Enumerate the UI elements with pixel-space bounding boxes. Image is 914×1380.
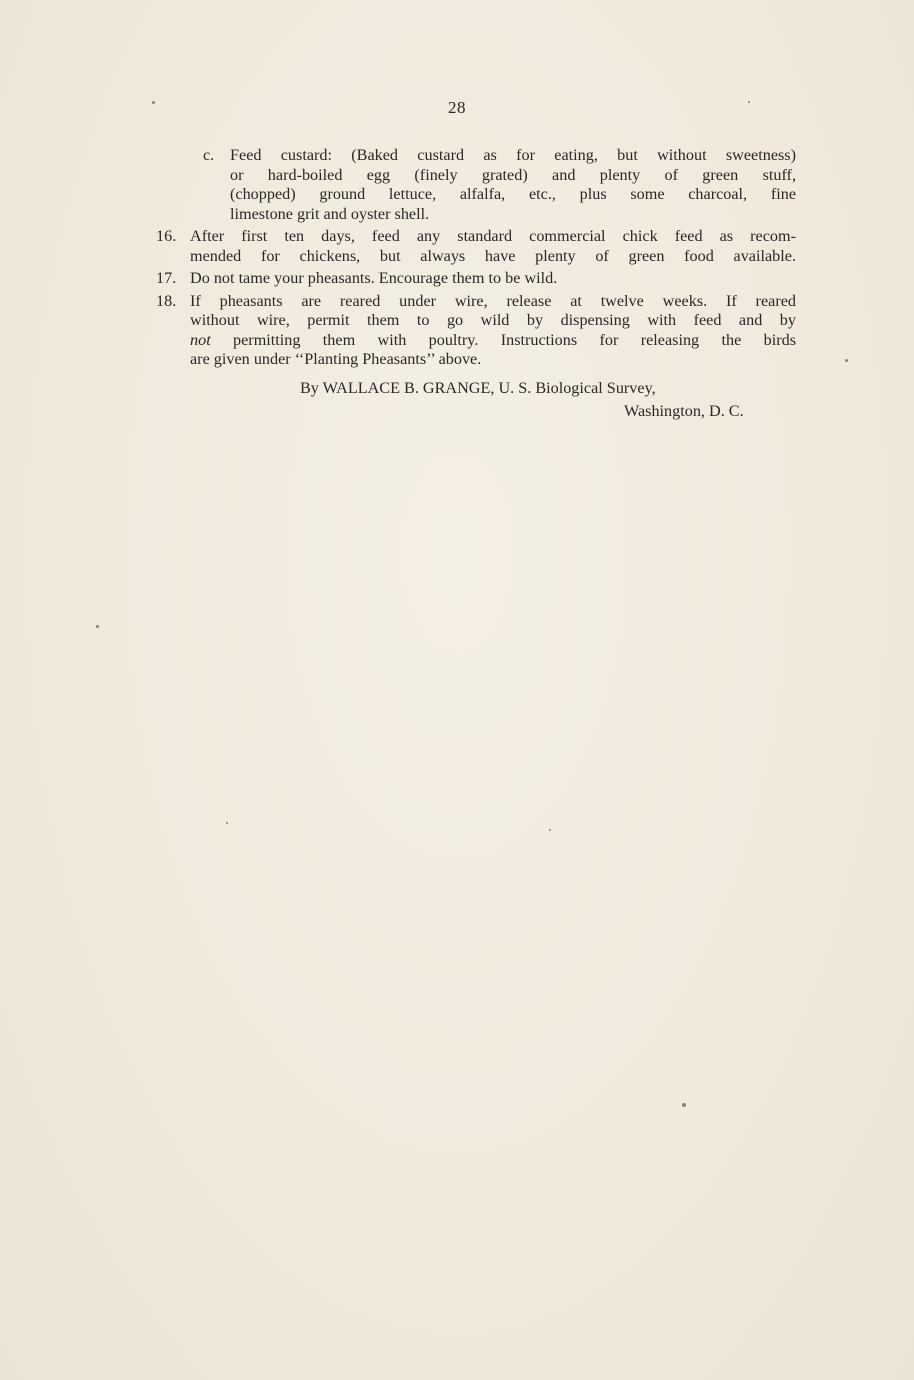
text-line	[190, 331, 796, 351]
list-item-17	[152, 269, 796, 289]
paper-speck	[845, 359, 848, 362]
paper-speck	[682, 1103, 686, 1107]
paper-speck	[748, 101, 750, 103]
text-line: limestone grit and oyster shell.	[230, 204, 430, 223]
author-signature	[152, 378, 796, 422]
paper-speck	[549, 829, 551, 831]
paper-speck	[152, 101, 155, 104]
emphasis-not: not	[190, 330, 211, 349]
list-item-text	[230, 146, 796, 224]
paper-speck	[226, 822, 228, 824]
list-item-c	[152, 146, 796, 224]
list-item-18	[152, 292, 796, 370]
list-item-text	[190, 227, 796, 266]
text-line: mended for chickens, but always have plenty of green food available.	[190, 246, 796, 265]
list-item-16	[152, 227, 796, 266]
document-body	[152, 146, 796, 422]
text-line: After first ten days, feed any standard commercial chick feed as recom-	[190, 227, 796, 245]
list-item-number: c.	[203, 146, 215, 164]
text-line: or hard-boiled egg (finely grated) and plenty of green stuff,	[230, 165, 796, 184]
text-line: Feed custard: (Baked custard as for eating, but without sweetness)	[230, 146, 796, 164]
list-item-number: 16.	[156, 227, 177, 245]
page-number: 28	[448, 98, 466, 117]
list-item-text	[190, 292, 796, 370]
text-line: Do not tame your pheasants. Encourage them to be wild.	[190, 269, 558, 287]
text-line: without wire, permit them to go wild by dispensing with feed and by	[190, 311, 796, 329]
list-item-number: 18.	[156, 291, 177, 310]
text-line: (chopped) ground lettuce, alfalfa, etc., plus some charcoal, fine	[230, 185, 796, 203]
text-line: If pheasants are reared under wire, release at twelve weeks. If reared	[190, 291, 796, 310]
author-line: By WALLACE B. GRANGE, U. S. Biological Survey,	[300, 378, 656, 397]
text-fragment: permitting them with poultry. Instructions for releasing the birds	[210, 330, 796, 349]
text-line: are given under ‘‘Planting Pheasants’’ above.	[190, 350, 482, 368]
affiliation-location: Washington, D. C.	[624, 401, 744, 420]
list-item-number: 17.	[156, 269, 177, 287]
paper-speck	[96, 625, 99, 628]
list-item-text	[190, 269, 796, 289]
